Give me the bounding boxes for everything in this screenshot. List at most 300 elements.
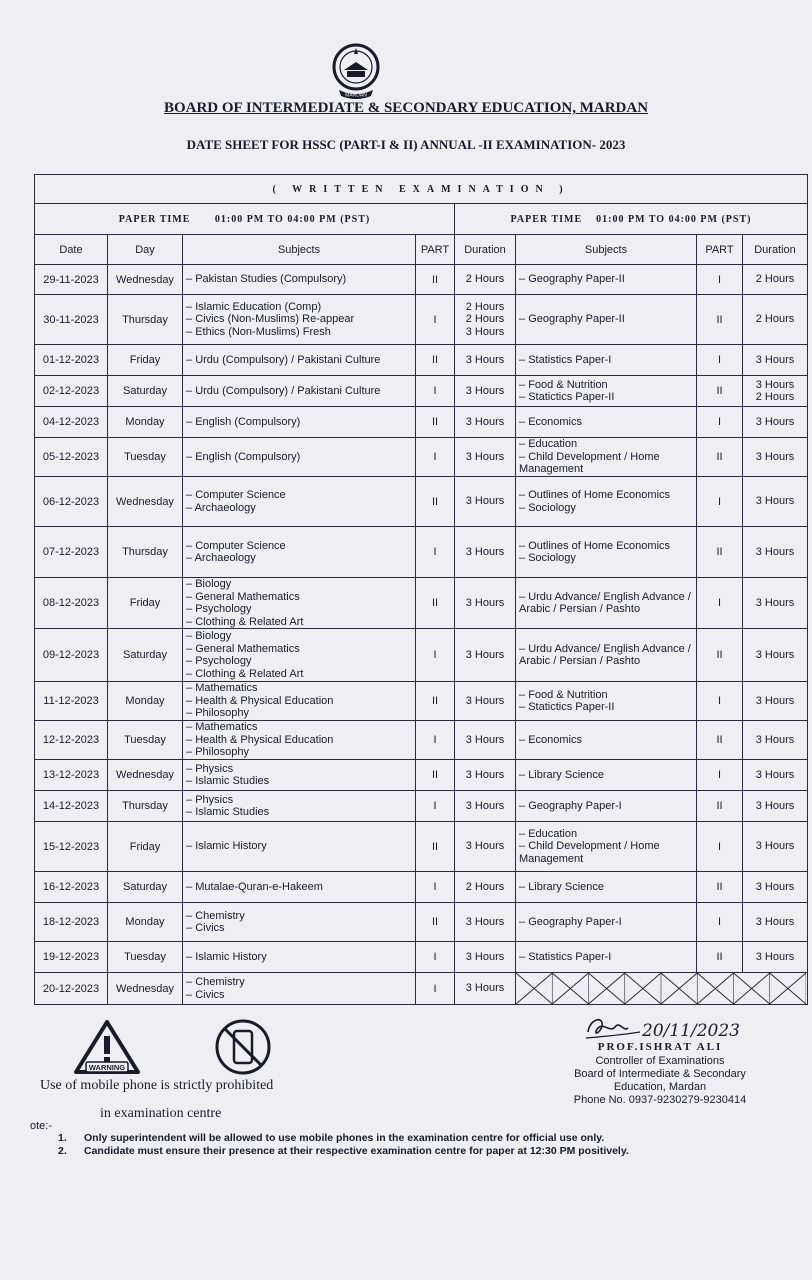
part-cell-2: I	[697, 578, 743, 629]
paper-time-value: 01:00 PM TO 04:00 PM (PST)	[596, 213, 752, 225]
duration-item: 3 Hours	[755, 840, 795, 853]
duration-cell	[455, 682, 516, 721]
subjects-cell	[183, 760, 416, 791]
part-cell-2: I	[697, 903, 743, 942]
subjects-cell-2	[516, 822, 697, 872]
subjects-cell	[183, 438, 416, 477]
schedule-row	[35, 265, 808, 295]
subjects-cell-2	[516, 942, 697, 973]
exam-date: 13-12-2023	[35, 760, 108, 791]
duration-cell-2	[743, 376, 808, 407]
schedule-row	[35, 791, 808, 822]
subjects-cell	[183, 477, 416, 527]
duration-cell-2	[743, 265, 808, 295]
subject-item: – Urdu (Compulsory) / Pakistani Culture	[186, 354, 412, 367]
col-header-date: Date	[35, 235, 108, 265]
part-cell: I	[416, 721, 455, 760]
subjects-cell	[183, 721, 416, 760]
part-cell: I	[416, 438, 455, 477]
duration-cell-2	[743, 295, 808, 345]
part-cell-2: I	[697, 477, 743, 527]
schedule-row	[35, 822, 808, 872]
exam-date: 19-12-2023	[35, 942, 108, 973]
notes-label: ote:-	[30, 1120, 53, 1132]
subjects-cell-2	[516, 872, 697, 903]
signatory-phone: Phone No. 0937-9230279-9230414	[573, 1094, 747, 1106]
part-cell-2: I	[697, 760, 743, 791]
cross-hatch	[516, 973, 806, 1004]
part-cell-2: I	[697, 265, 743, 295]
duration-cell	[455, 407, 516, 438]
subject-item: – Statistics Paper-I	[519, 951, 693, 964]
subject-item: – General Mathematics	[186, 591, 412, 604]
part-cell: II	[416, 477, 455, 527]
part-cell: I	[416, 527, 455, 578]
signatory-title: Controller of Examinations	[595, 1055, 725, 1067]
duration-item: 2 Hours	[465, 880, 505, 893]
exam-day: Tuesday	[108, 438, 183, 477]
subject-item: – Civics	[186, 922, 412, 935]
subject-item: – Chemistry	[186, 976, 412, 989]
subjects-cell	[183, 822, 416, 872]
schedule-row	[35, 376, 808, 407]
subject-item: – Islamic Studies	[186, 806, 412, 819]
schedule-row	[35, 345, 808, 376]
duration-item: 3 Hours	[465, 450, 505, 463]
exam-day: Friday	[108, 822, 183, 872]
date-sheet-table	[34, 174, 808, 1005]
subject-item: – Civics	[186, 989, 412, 1002]
part-cell: I	[416, 791, 455, 822]
subjects-cell-2	[516, 477, 697, 527]
subject-item: – General Mathematics	[186, 643, 412, 656]
exam-date: 16-12-2023	[35, 872, 108, 903]
duration-cell-2	[743, 903, 808, 942]
note-text: Only superintendent will be allowed to use mobile phones in the examination centre for official use only.	[84, 1132, 605, 1144]
duration-item: 2 Hours	[465, 313, 505, 326]
duration-item: 3 Hours	[465, 596, 505, 609]
subject-item: – Sociology	[519, 552, 693, 565]
duration-item: 3 Hours	[755, 799, 795, 812]
exam-day: Monday	[108, 682, 183, 721]
subject-item: – Mathematics	[186, 721, 412, 734]
duration-item: 3 Hours	[465, 915, 505, 928]
subject-item: – Child Development / Home Management	[519, 840, 693, 865]
subject-item: – Library Science	[519, 769, 693, 782]
paper-time-value: 01:00 PM TO 04:00 PM (PST)	[214, 213, 371, 225]
part-cell-2: I	[697, 822, 743, 872]
duration-cell-2	[743, 822, 808, 872]
subject-item: – Geography Paper-I	[519, 916, 693, 929]
subject-item: – Library Science	[519, 881, 693, 894]
subject-item: – Biology	[186, 578, 412, 591]
duration-cell	[455, 629, 516, 682]
duration-cell	[455, 527, 516, 578]
duration-cell-2	[743, 942, 808, 973]
duration-item: 3 Hours	[465, 982, 505, 995]
subject-item: – Urdu (Compulsory) / Pakistani Culture	[186, 385, 412, 398]
col-header-day: Day	[108, 235, 183, 265]
right-paper-time	[455, 204, 808, 235]
duration-item: 2 Hours	[755, 273, 795, 286]
duration-cell-2	[743, 407, 808, 438]
duration-item: 2 Hours	[755, 313, 795, 326]
subject-item: – English (Compulsory)	[186, 451, 412, 464]
crossed-out-cell	[516, 973, 808, 1005]
mobile-notice-line-1: Use of mobile phone is strictly prohibited	[40, 1078, 274, 1093]
subject-item: – Outlines of Home Economics	[519, 489, 693, 502]
exam-day: Wednesday	[108, 265, 183, 295]
col-header-duration: Duration	[455, 235, 516, 265]
warning-icon	[72, 1018, 142, 1076]
board-logo	[331, 40, 381, 102]
subject-item: – English (Compulsory)	[186, 416, 412, 429]
duration-cell-2	[743, 791, 808, 822]
left-paper-time	[35, 204, 455, 235]
schedule-row	[35, 578, 808, 629]
exam-day: Thursday	[108, 527, 183, 578]
duration-cell-2	[743, 760, 808, 791]
exam-date: 11-12-2023	[35, 682, 108, 721]
column-header-row	[35, 235, 808, 265]
part-cell-2: I	[697, 682, 743, 721]
exam-date: 20-12-2023	[35, 973, 108, 1005]
schedule-row	[35, 973, 808, 1005]
part-cell: I	[416, 295, 455, 345]
exam-day: Friday	[108, 345, 183, 376]
subjects-cell	[183, 345, 416, 376]
duration-item: 2 Hours	[755, 391, 795, 403]
banner-text: ( WRITTEN EXAMINATION )	[272, 184, 570, 195]
exam-day: Tuesday	[108, 721, 183, 760]
schedule-row	[35, 872, 808, 903]
subjects-cell-2	[516, 407, 697, 438]
subject-item: – Philosophy	[186, 746, 412, 759]
exam-date: 12-12-2023	[35, 721, 108, 760]
duration-cell	[455, 903, 516, 942]
subject-item: – Statictics Paper-II	[519, 701, 693, 714]
subject-item: – Islamic History	[186, 951, 412, 964]
part-cell: II	[416, 822, 455, 872]
duration-item: 3 Hours	[465, 353, 505, 366]
duration-item: 3 Hours	[465, 733, 505, 746]
subject-item: – Islamic Studies	[186, 775, 412, 788]
duration-item: 3 Hours	[465, 384, 505, 397]
duration-item: 3 Hours	[465, 768, 505, 781]
part-cell: I	[416, 942, 455, 973]
signatory-org-line-2: Education, Mardan	[613, 1081, 707, 1093]
subjects-cell	[183, 682, 416, 721]
subject-item: – Pakistan Studies (Compulsory)	[186, 273, 412, 286]
exam-date: 04-12-2023	[35, 407, 108, 438]
subject-item: – Geography Paper-II	[519, 313, 693, 326]
schedule-row	[35, 438, 808, 477]
part-cell: II	[416, 682, 455, 721]
part-cell-2: II	[697, 721, 743, 760]
duration-cell-2	[743, 629, 808, 682]
part-cell: II	[416, 760, 455, 791]
subject-item: – Biology	[186, 630, 412, 643]
subject-item: – Geography Paper-II	[519, 273, 693, 286]
note-text: Candidate must ensure their presence at their respective examination centre for paper at 12:30 PM positively.	[84, 1145, 629, 1157]
note-number: 1.	[58, 1132, 67, 1144]
exam-day: Wednesday	[108, 477, 183, 527]
exam-date: 08-12-2023	[35, 578, 108, 629]
exam-date: 30-11-2023	[35, 295, 108, 345]
subject-item: – Health & Physical Education	[186, 695, 412, 708]
mobile-notice-line-2: in examination centre	[100, 1106, 222, 1121]
exam-day: Saturday	[108, 376, 183, 407]
subject-item: – Clothing & Related Art	[186, 616, 412, 629]
duration-item: 3 Hours	[755, 950, 795, 963]
subject-item: – Psychology	[186, 603, 412, 616]
subjects-cell	[183, 973, 416, 1005]
svg-text:20/11/2023: 20/11/2023	[642, 1021, 740, 1041]
subject-item: – Geography Paper-I	[519, 800, 693, 813]
subject-item: – Islamic History	[186, 840, 412, 853]
subject-item: – Statictics Paper-II	[519, 391, 693, 404]
paper-time-label: PAPER TIME	[510, 213, 583, 225]
duration-item: 3 Hours	[465, 495, 505, 508]
subject-item: – Education	[519, 438, 693, 451]
schedule-row	[35, 682, 808, 721]
part-cell-2: II	[697, 872, 743, 903]
duration-cell	[455, 345, 516, 376]
exam-date: 15-12-2023	[35, 822, 108, 872]
part-cell: II	[416, 578, 455, 629]
duration-item: 2 Hours	[465, 300, 505, 313]
duration-cell	[455, 973, 516, 1005]
duration-item: 3 Hours	[755, 596, 795, 609]
subjects-cell-2	[516, 791, 697, 822]
duration-item: 3 Hours	[755, 495, 795, 508]
duration-cell	[455, 822, 516, 872]
col-header-subjects: Subjects	[183, 235, 416, 265]
subjects-cell	[183, 629, 416, 682]
duration-cell	[455, 872, 516, 903]
subject-item: – Urdu Advance/ English Advance / Arabic / Persian / Pashto	[519, 643, 693, 668]
subject-item: – Archaeology	[186, 502, 412, 515]
part-cell: II	[416, 903, 455, 942]
subject-item: – Computer Science	[186, 489, 412, 502]
subjects-cell	[183, 942, 416, 973]
note-item	[58, 1145, 629, 1157]
duration-cell	[455, 376, 516, 407]
duration-cell-2	[743, 438, 808, 477]
duration-cell	[455, 295, 516, 345]
exam-date: 06-12-2023	[35, 477, 108, 527]
duration-cell	[455, 942, 516, 973]
subjects-cell-2	[516, 578, 697, 629]
schedule-rows	[35, 265, 808, 1005]
duration-item: 3 Hours	[755, 768, 795, 781]
duration-item: 3 Hours	[755, 378, 795, 391]
subject-item: – Archaeology	[186, 552, 412, 565]
duration-cell-2	[743, 345, 808, 376]
svg-text:MARDAN: MARDAN	[345, 92, 367, 99]
subject-item: – Mathematics	[186, 682, 412, 695]
part-cell-2: II	[697, 629, 743, 682]
duration-item: 3 Hours	[465, 325, 505, 338]
duration-item: 3 Hours	[465, 648, 505, 661]
duration-item: 3 Hours	[755, 915, 795, 928]
subject-item: – Computer Science	[186, 540, 412, 553]
exam-date: 18-12-2023	[35, 903, 108, 942]
subjects-cell-2	[516, 376, 697, 407]
schedule-row	[35, 527, 808, 578]
duration-cell-2	[743, 721, 808, 760]
subjects-cell-2	[516, 438, 697, 477]
exam-day: Tuesday	[108, 942, 183, 973]
part-cell-2: II	[697, 295, 743, 345]
subject-item: – Food & Nutrition	[519, 689, 693, 702]
col-header-subjects-2: Subjects	[516, 235, 697, 265]
exam-date: 14-12-2023	[35, 791, 108, 822]
exam-day: Thursday	[108, 791, 183, 822]
date-sheet-title: DATE SHEET FOR HSSC (PART-I & II) ANNUAL -II EXAMINATION- 2023	[186, 137, 626, 152]
exam-day: Friday	[108, 578, 183, 629]
part-cell-2: I	[697, 345, 743, 376]
subject-item: – Sociology	[519, 502, 693, 515]
duration-item: 3 Hours	[465, 799, 505, 812]
duration-cell	[455, 477, 516, 527]
subject-item: – Food & Nutrition	[519, 379, 693, 392]
subjects-cell-2	[516, 345, 697, 376]
exam-date: 05-12-2023	[35, 438, 108, 477]
duration-item: 2 Hours	[465, 273, 505, 286]
subjects-cell	[183, 872, 416, 903]
duration-item: 3 Hours	[755, 545, 795, 558]
duration-item: 3 Hours	[755, 880, 795, 893]
duration-cell	[455, 438, 516, 477]
subjects-cell	[183, 791, 416, 822]
duration-item: 3 Hours	[465, 694, 505, 707]
exam-date: 01-12-2023	[35, 345, 108, 376]
subject-item: – Philosophy	[186, 707, 412, 720]
duration-item: 3 Hours	[465, 415, 505, 428]
duration-cell-2	[743, 872, 808, 903]
duration-item: 3 Hours	[465, 840, 505, 853]
subjects-cell	[183, 265, 416, 295]
exam-date: 09-12-2023	[35, 629, 108, 682]
duration-item: 3 Hours	[755, 694, 795, 707]
subject-item: – Chemistry	[186, 910, 412, 923]
schedule-row	[35, 477, 808, 527]
subjects-cell	[183, 903, 416, 942]
duration-item: 3 Hours	[755, 648, 795, 661]
subjects-cell	[183, 578, 416, 629]
schedule-row	[35, 760, 808, 791]
exam-date: 07-12-2023	[35, 527, 108, 578]
col-header-part: PART	[416, 235, 455, 265]
exam-day: Wednesday	[108, 973, 183, 1005]
duration-item: 3 Hours	[755, 353, 795, 366]
exam-day: Monday	[108, 407, 183, 438]
subject-item: – Physics	[186, 763, 412, 776]
part-cell-2: II	[697, 376, 743, 407]
subject-item: – Clothing & Related Art	[186, 668, 412, 681]
subjects-cell-2	[516, 295, 697, 345]
duration-cell-2	[743, 578, 808, 629]
col-header-part-2: PART	[697, 235, 743, 265]
subject-item: – Outlines of Home Economics	[519, 540, 693, 553]
subjects-cell	[183, 407, 416, 438]
subject-item: – Economics	[519, 416, 693, 429]
subject-item: – Child Development / Home Management	[519, 451, 693, 476]
exam-day: Saturday	[108, 872, 183, 903]
subjects-cell	[183, 376, 416, 407]
subject-item: – Psychology	[186, 655, 412, 668]
schedule-row	[35, 295, 808, 345]
subject-item: – Physics	[186, 794, 412, 807]
schedule-row	[35, 903, 808, 942]
duration-cell	[455, 760, 516, 791]
subjects-cell-2	[516, 721, 697, 760]
subjects-cell	[183, 527, 416, 578]
svg-text:WARNING: WARNING	[88, 1063, 126, 1072]
duration-cell-2	[743, 477, 808, 527]
note-number: 2.	[58, 1145, 67, 1157]
subject-item: – Education	[519, 828, 693, 841]
schedule-row	[35, 942, 808, 973]
schedule-row	[35, 721, 808, 760]
exam-date: 29-11-2023	[35, 265, 108, 295]
duration-cell	[455, 265, 516, 295]
duration-cell	[455, 721, 516, 760]
written-examination-banner	[35, 175, 808, 204]
subjects-cell-2	[516, 682, 697, 721]
subjects-cell-2	[516, 629, 697, 682]
part-cell: I	[416, 376, 455, 407]
part-cell-2: II	[697, 438, 743, 477]
schedule-row	[35, 407, 808, 438]
col-header-duration-2: Duration	[743, 235, 808, 265]
part-cell-2: II	[697, 527, 743, 578]
subject-item: – Mutalae-Quran-e-Hakeem	[186, 881, 412, 894]
part-cell-2: I	[697, 407, 743, 438]
exam-date: 02-12-2023	[35, 376, 108, 407]
subjects-cell-2	[516, 903, 697, 942]
subject-item: – Economics	[519, 734, 693, 747]
subject-item: – Islamic Education (Comp)	[186, 301, 412, 314]
part-cell: I	[416, 629, 455, 682]
board-title: BOARD OF INTERMEDIATE & SECONDARY EDUCATION, MARDAN	[163, 100, 649, 116]
duration-cell	[455, 578, 516, 629]
exam-day: Monday	[108, 903, 183, 942]
part-cell: II	[416, 345, 455, 376]
signatory-name: PROF.ISHRAT ALI	[597, 1041, 723, 1053]
paper-time-label: PAPER TIME	[118, 213, 191, 225]
duration-cell	[455, 791, 516, 822]
duration-item: 3 Hours	[465, 950, 505, 963]
subject-item: – Ethics (Non-Muslims) Fresh	[186, 326, 412, 339]
subject-item: – Civics (Non-Muslims) Re-appear	[186, 313, 412, 326]
subjects-cell-2	[516, 265, 697, 295]
duration-item: 3 Hours	[755, 733, 795, 746]
subjects-cell-2	[516, 760, 697, 791]
duration-item: 3 Hours	[755, 415, 795, 428]
subject-item: – Health & Physical Education	[186, 734, 412, 747]
no-mobile-phone-icon	[214, 1018, 272, 1076]
duration-item: 3 Hours	[755, 450, 795, 463]
duration-cell-2	[743, 682, 808, 721]
duration-cell-2	[743, 527, 808, 578]
exam-day: Wednesday	[108, 760, 183, 791]
part-cell: I	[416, 872, 455, 903]
part-cell-2: II	[697, 791, 743, 822]
subjects-cell	[183, 295, 416, 345]
signatory-org-line-1: Board of Intermediate & Secondary	[574, 1068, 746, 1080]
